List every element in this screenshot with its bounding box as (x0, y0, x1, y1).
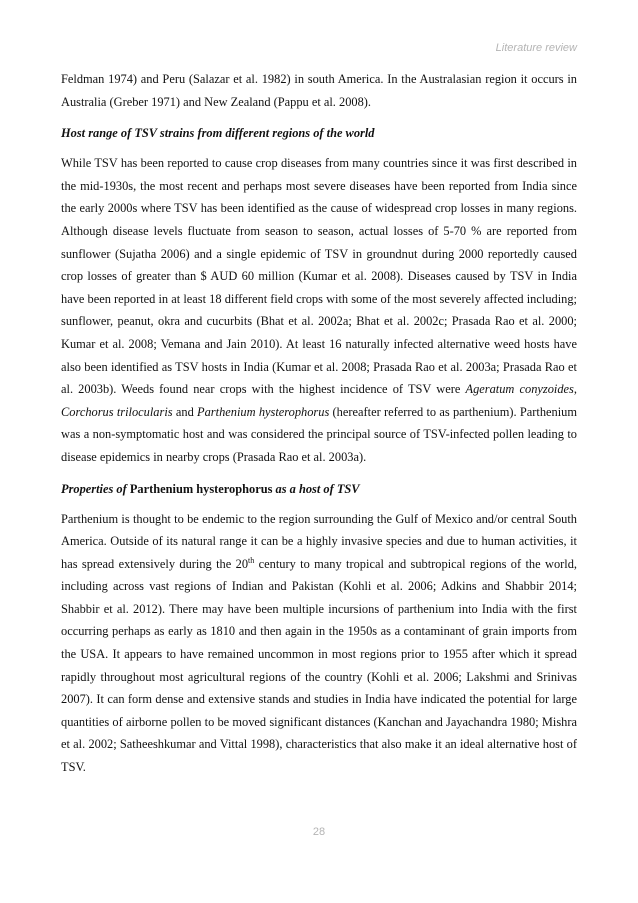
separator: , (573, 382, 577, 397)
heading-text: Properties of (61, 481, 130, 496)
heading-species-name: Parthenium hysterophorus (129, 481, 273, 496)
heading-text: as a host of TSV (272, 481, 360, 496)
separator: and (172, 404, 198, 419)
species-name: Corchorus trilocularis (61, 404, 173, 419)
paragraph-text: While TSV has been reported to cause crop diseases from many countries since it was first described in the mid-1930s, the most recent and perhaps most severe diseases have been reported from India since the early 2000s where TSV has been identified as the cause of widespread crop losses in many regions. Although disease levels fluctuate from season to season, actual losses of 5-70 % are reported from sunflower (Sujatha 2006) and a single epidemic of TSV in groundnut during 2000 reportedly caused crop losses of greater than $ AUD 60 million (Kumar et al. 2008). Diseases caused by TSV in India have been reported in at least 18 different field crops with some of the most severely affected including; sunflower, peanut, okra and cucurbits (Bhat et al. 2002a; Bhat et al. 2002c; Prasada Rao et al. 2000; Kumar et al. 2008; Vemana and Jain 2010). At least 16 naturally infected alternative weed hosts have also been identified as TSV hosts in India (Kumar et al. 2008; Prasada Rao et al. 2003a; Prasada Rao et al. 2003b). Weeds found near crops with the highest incidence of TSV were (61, 156, 577, 397)
species-name: Parthenium hysterophorus (197, 404, 330, 419)
paragraph-text: century to many tropical and subtropical regions of the world, including across vast regions of Indian and Pakistan (Kohli et al. 2006; Adkins and Shabbir 2014; Shabbir et al. 2012). There may have been multiple incursions of parthenium into India with the first occurring perhaps as early as 1810 and then again in the 1950s as a contaminant of grain imports from the USA. It appears to have remained uncommon in most regions prior to 1955 after which it spread rapidly throughout most agricultural regions of the country (Kohli et al. 2006; Lakshmi and Srinivas 2007). It can form dense and extensive stands and studies in India have indicated the potential for large quantities of airborne pollen to be moved significant distances (Kanchan and Jayachandra 1980; Mishra et al. 2002; Satheeshkumar and Vittal 1998), characteristics that also make it an ideal alternative host of TSV. (61, 556, 577, 775)
section-heading-host-range: Host range of TSV strains from different regions of the world (61, 126, 375, 141)
paragraph-text: (hereafter referred to as parthenium). Parthenium was a non-symptomatic host and was considered the principal source of TSV-infected pollen leading to disease epidemics in nearby crops (Prasada Rao et al. 2003a). (61, 404, 578, 464)
running-header: Literature review (495, 42, 577, 54)
section-heading-parthenium (61, 478, 577, 500)
page-number: 28 (312, 826, 326, 838)
paragraph-text: Parthenium is thought to be endemic to the region surrounding the Gulf of Mexico and/or central South America. Outside of its natural range it can be a highly invasive species and due to human activities, it has spread extensively during the 20 (61, 511, 577, 571)
page-body (61, 68, 577, 779)
paragraph-parthenium (61, 508, 577, 779)
paragraph-host-range (61, 152, 577, 468)
paragraph-intro: Feldman 1974) and Peru (Salazar et al. 1982) in south America. In the Australasian region it occurs in Australia (Greber 1971) and New Zealand (Pappu et al. 2008). (61, 72, 577, 109)
superscript: th (248, 555, 255, 565)
species-name: Ageratum conyzoides (465, 382, 574, 397)
